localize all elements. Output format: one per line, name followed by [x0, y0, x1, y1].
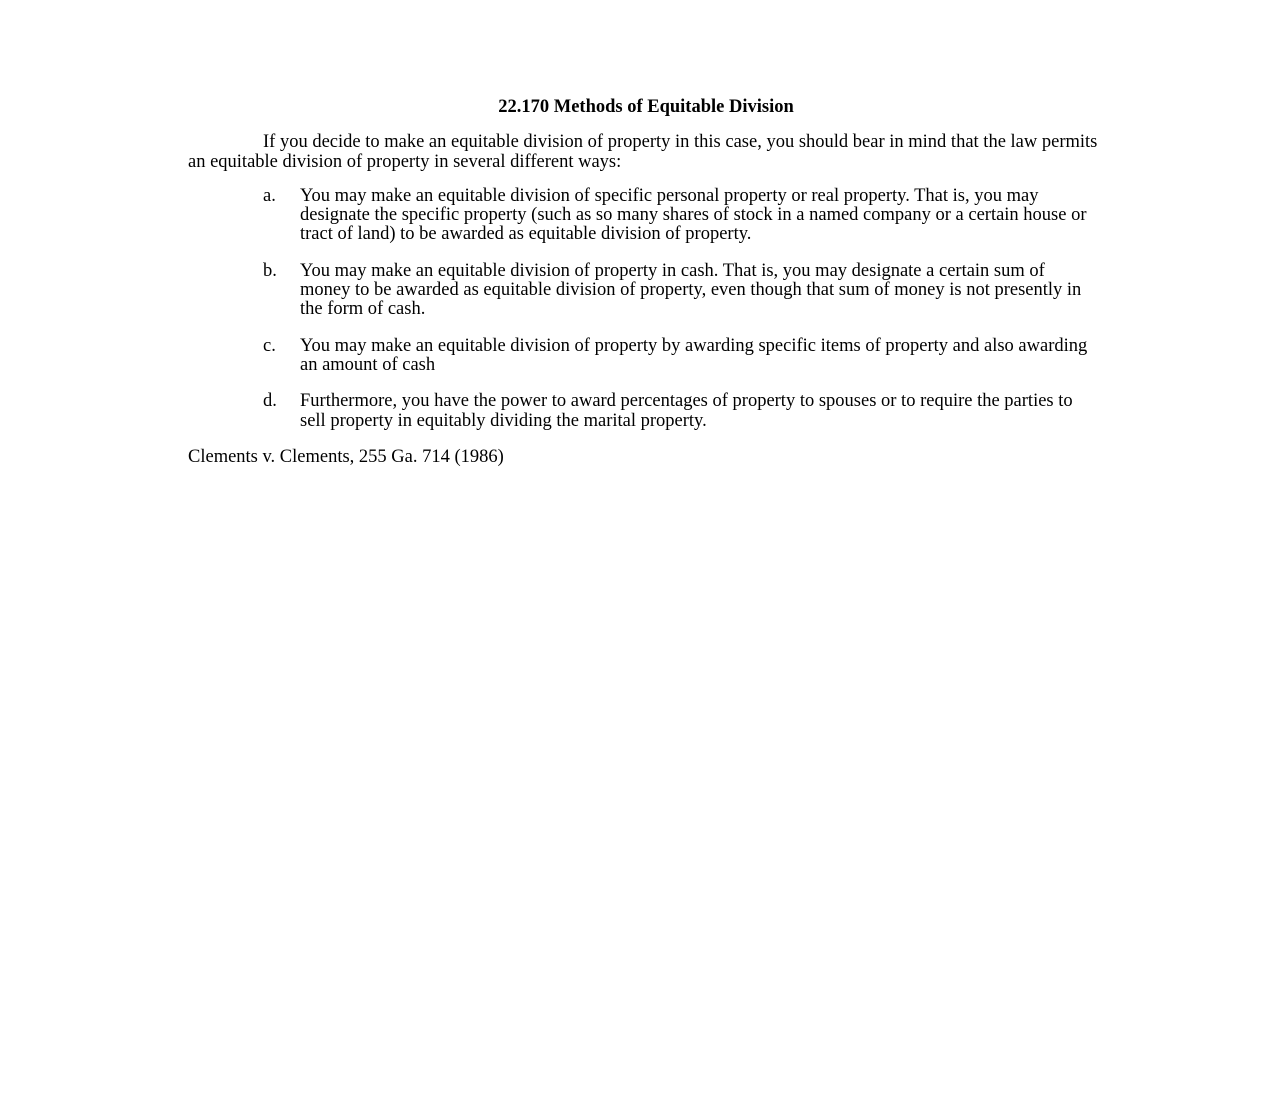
methods-list — [188, 187, 1098, 431]
document-page — [188, 98, 1098, 467]
list-marker: d. — [263, 391, 277, 412]
list-item-text: Furthermore, you have the power to award percentages of property to spouses or to require the parties to sell property in equitably dividing the marital property. — [300, 391, 1073, 431]
list-item — [188, 262, 1098, 320]
document-title: 22.170 Methods of Equitable Division — [498, 97, 794, 117]
list-item — [188, 187, 1098, 245]
list-marker: b. — [263, 260, 277, 281]
list-item-text: You may make an equitable division of property in cash. That is, you may designate a certain sum of money to be awarded as equitable division of property, even though that sum of money is not presently in the form of cash. — [300, 260, 1082, 320]
list-marker: c. — [263, 335, 276, 356]
list-item-text: You may make an equitable division of specific personal property or real property. That is, you may designate the specific property (such as so many shares of stock in a named company or a certain house or tract of land) to be awarded as equitable division of property. — [300, 185, 1087, 245]
list-marker: a. — [263, 185, 276, 206]
case-citation: Clements v. Clements, 255 Ga. 714 (1986) — [188, 446, 504, 467]
list-item — [188, 392, 1098, 431]
list-item — [188, 337, 1098, 376]
list-item-text: You may make an equitable division of property by awarding specific items of property and also awarding an amount of cash — [300, 335, 1088, 375]
intro-paragraph: If you decide to make an equitable division of property in this case, you should bear in mind that the law permits an equitable division of property in several different ways: — [188, 132, 1098, 172]
